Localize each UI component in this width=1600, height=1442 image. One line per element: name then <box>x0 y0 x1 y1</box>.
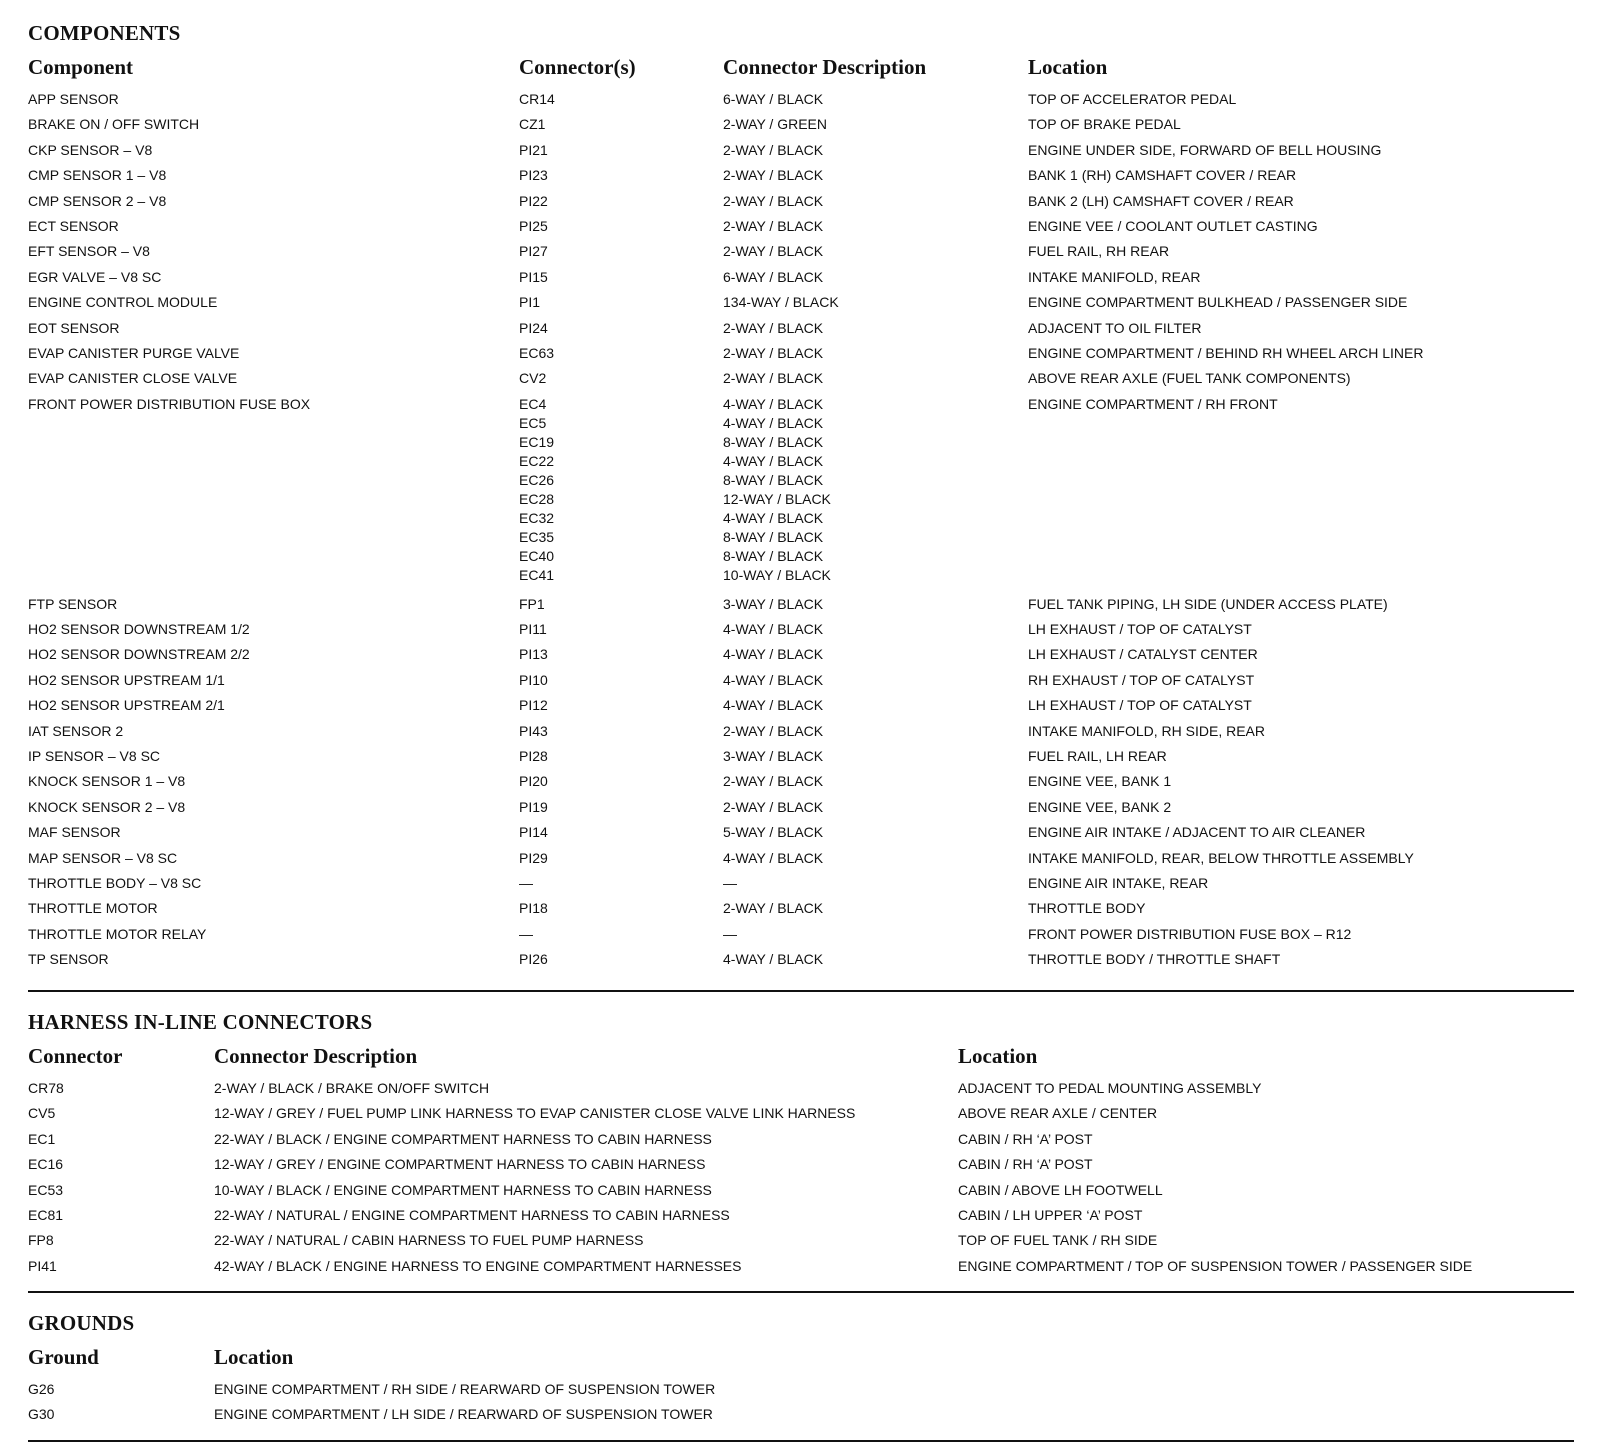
component-location: ENGINE COMPARTMENT / RH FRONT <box>1028 395 1278 412</box>
component-connectors <box>519 772 548 791</box>
component-location: THROTTLE BODY / THROTTLE SHAFT <box>1028 951 1281 968</box>
component-connector-descriptions <box>723 192 823 211</box>
component-connectors-item: CV2 <box>519 370 547 387</box>
component-name: KNOCK SENSOR 2 – V8 <box>28 798 186 815</box>
harness-description: 2-WAY / BLACK / BRAKE ON/OFF SWITCH <box>214 1080 490 1096</box>
component-connector-descriptions <box>723 369 823 388</box>
harness-connector: EC1 <box>28 1130 56 1147</box>
harness-table <box>28 1079 1574 1282</box>
component-connectors-item: PI10 <box>519 671 548 688</box>
harness-row <box>28 1231 1574 1256</box>
component-name: APP SENSOR <box>28 91 119 107</box>
header-harness-connector: Connector <box>28 1044 123 1068</box>
component-connectors <box>519 823 548 842</box>
component-row <box>28 242 1574 267</box>
component-location: ADJACENT TO OIL FILTER <box>1028 319 1202 336</box>
component-connector-descriptions-item: 4-WAY / BLACK <box>723 621 824 638</box>
component-connector-descriptions-item: 2-WAY / BLACK <box>723 773 824 790</box>
component-connectors-item: PI21 <box>519 141 548 158</box>
component-row <box>28 595 1574 620</box>
component-name: MAP SENSOR – V8 SC <box>28 849 178 866</box>
component-name: BRAKE ON / OFF SWITCH <box>28 116 200 133</box>
harness-row <box>28 1079 1574 1104</box>
component-connectors <box>519 141 548 160</box>
component-connector-descriptions <box>723 798 823 817</box>
component-connector-descriptions-item: 8-WAY / BLACK <box>723 433 824 450</box>
component-connector-descriptions <box>723 950 823 969</box>
harness-row <box>28 1130 1574 1155</box>
component-location: INTAKE MANIFOLD, RH SIDE, REAR <box>1028 722 1265 739</box>
grounds-table <box>28 1380 1574 1431</box>
component-connector-descriptions-item: 2-WAY / BLACK <box>723 243 824 260</box>
harness-description: 12-WAY / GREY / ENGINE COMPARTMENT HARNESS TO CABIN HARNESS <box>214 1156 706 1173</box>
component-row <box>28 747 1574 772</box>
component-connector-descriptions-item: 10-WAY / BLACK <box>723 566 831 583</box>
harness-connector: EC53 <box>28 1181 64 1198</box>
ground-row <box>28 1380 1574 1405</box>
component-connectors <box>519 268 548 287</box>
component-connector-descriptions-item: 4-WAY / BLACK <box>723 671 824 688</box>
harness-title: HARNESS IN-LINE CONNECTORS <box>28 1010 373 1034</box>
component-connector-descriptions-item: 4-WAY / BLACK <box>723 697 824 714</box>
component-row <box>28 899 1574 924</box>
component-connectors <box>519 747 548 766</box>
component-connectors <box>519 874 533 893</box>
component-connectors-item: PI25 <box>519 217 548 234</box>
component-connectors-item: PI23 <box>519 167 548 184</box>
component-connector-descriptions-item: 4-WAY / BLACK <box>723 414 824 431</box>
component-connectors <box>519 90 555 109</box>
component-connector-descriptions-item: 3-WAY / BLACK <box>723 748 824 765</box>
component-connectors <box>519 166 548 185</box>
component-connector-descriptions-item: 2-WAY / BLACK <box>723 900 824 917</box>
harness-connector: CR78 <box>28 1080 64 1096</box>
component-connectors-item: EC5 <box>519 414 547 431</box>
component-location: ENGINE COMPARTMENT / BEHIND RH WHEEL ARCH LINER <box>1028 344 1424 361</box>
component-connectors-item: EC28 <box>519 490 555 507</box>
component-location: ENGINE AIR INTAKE / ADJACENT TO AIR CLEANER <box>1028 824 1366 841</box>
component-location: TOP OF ACCELERATOR PEDAL <box>1028 91 1237 107</box>
component-connector-descriptions-item: 4-WAY / BLACK <box>723 395 824 412</box>
component-connectors <box>519 620 547 639</box>
header-location: Location <box>1028 55 1108 79</box>
component-connectors-item: PI13 <box>519 646 548 663</box>
component-connectors-item: PI27 <box>519 243 548 260</box>
component-connectors <box>519 849 548 868</box>
component-row <box>28 722 1574 747</box>
component-connectors-item: EC40 <box>519 547 555 564</box>
component-connectors-item: EC22 <box>519 452 555 469</box>
harness-row <box>28 1257 1574 1282</box>
component-location: THROTTLE BODY <box>1028 900 1146 917</box>
component-connectors <box>519 595 545 614</box>
component-row <box>28 696 1574 721</box>
component-location: ENGINE AIR INTAKE, REAR <box>1028 874 1209 891</box>
component-location: TOP OF BRAKE PEDAL <box>1028 116 1181 133</box>
component-connectors <box>519 192 548 211</box>
component-location: BANK 2 (LH) CAMSHAFT COVER / REAR <box>1028 192 1294 209</box>
component-row <box>28 90 1574 115</box>
component-row <box>28 115 1574 140</box>
component-connector-descriptions-item: 134-WAY / BLACK <box>723 294 839 311</box>
component-connector-descriptions-item: 2-WAY / BLACK <box>723 167 824 184</box>
component-connectors <box>519 925 533 944</box>
component-connectors-item: PI24 <box>519 319 548 336</box>
component-location: FRONT POWER DISTRIBUTION FUSE BOX – R12 <box>1028 925 1352 942</box>
component-name: EVAP CANISTER PURGE VALVE <box>28 344 240 361</box>
component-connector-descriptions <box>723 141 823 160</box>
component-location: ENGINE VEE, BANK 1 <box>1028 773 1172 790</box>
component-location: RH EXHAUST / TOP OF CATALYST <box>1028 671 1255 688</box>
component-connectors-item: PI11 <box>519 621 547 638</box>
divider-components <box>28 990 1574 992</box>
component-name: KNOCK SENSOR 1 – V8 <box>28 773 186 790</box>
component-name: EOT SENSOR <box>28 319 120 336</box>
divider-harness <box>28 1291 1574 1293</box>
component-connectors-item: PI1 <box>519 294 541 311</box>
ground-id: G30 <box>28 1406 55 1423</box>
component-row <box>28 319 1574 344</box>
component-connector-descriptions-item: 2-WAY / BLACK <box>723 370 824 387</box>
component-connectors <box>519 115 545 134</box>
component-name: FRONT POWER DISTRIBUTION FUSE BOX <box>28 395 311 412</box>
component-location: FUEL RAIL, RH REAR <box>1028 243 1170 260</box>
component-row <box>28 192 1574 217</box>
component-name: THROTTLE MOTOR <box>28 900 158 917</box>
component-row <box>28 217 1574 242</box>
harness-location: CABIN / ABOVE LH FOOTWELL <box>958 1181 1163 1198</box>
component-location: ENGINE VEE, BANK 2 <box>1028 798 1172 815</box>
component-connector-descriptions-item: 4-WAY / BLACK <box>723 452 824 469</box>
harness-connector: FP8 <box>28 1232 54 1249</box>
component-row <box>28 798 1574 823</box>
component-connectors <box>519 319 548 338</box>
component-connectors-item: EC32 <box>519 509 555 526</box>
component-connectors-item: EC4 <box>519 395 547 412</box>
component-connectors <box>519 242 548 261</box>
harness-row <box>28 1206 1574 1231</box>
component-location: FUEL TANK PIPING, LH SIDE (UNDER ACCESS PLATE) <box>1028 595 1388 612</box>
component-row <box>28 620 1574 645</box>
components-title: COMPONENTS <box>28 21 181 45</box>
component-connectors <box>519 696 548 715</box>
component-name: TP SENSOR <box>28 951 109 968</box>
component-connector-descriptions-item: 6-WAY / BLACK <box>723 91 824 107</box>
component-connector-descriptions-item: 8-WAY / BLACK <box>723 528 824 545</box>
component-name: EGR VALVE – V8 SC <box>28 268 162 285</box>
component-location: ENGINE UNDER SIDE, FORWARD OF BELL HOUSING <box>1028 141 1382 158</box>
component-connectors-item: CZ1 <box>519 116 546 133</box>
component-name: ENGINE CONTROL MODULE <box>28 294 218 311</box>
component-connector-descriptions-item: 4-WAY / BLACK <box>723 849 824 866</box>
component-row <box>28 166 1574 191</box>
harness-location: ABOVE REAR AXLE / CENTER <box>958 1105 1158 1122</box>
component-name: MAF SENSOR <box>28 824 121 841</box>
component-location: LH EXHAUST / CATALYST CENTER <box>1028 646 1258 663</box>
component-connector-descriptions <box>723 696 823 715</box>
component-connector-descriptions-item: 2-WAY / BLACK <box>723 722 824 739</box>
component-connectors-item: EC19 <box>519 433 555 450</box>
harness-connector: PI41 <box>28 1257 57 1274</box>
component-name: IP SENSOR – V8 SC <box>28 748 161 765</box>
component-name: EFT SENSOR – V8 <box>28 243 150 260</box>
component-row <box>28 849 1574 874</box>
ground-location: ENGINE COMPARTMENT / RH SIDE / REARWARD OF SUSPENSION TOWER <box>214 1381 716 1397</box>
component-connector-descriptions <box>723 268 823 287</box>
component-connector-descriptions <box>723 90 823 109</box>
component-connectors-item: EC63 <box>519 344 555 361</box>
component-connector-descriptions <box>723 620 823 639</box>
harness-connector: EC16 <box>28 1156 64 1173</box>
component-connectors-item: CR14 <box>519 91 555 107</box>
harness-description: 22-WAY / NATURAL / ENGINE COMPARTMENT HARNESS TO CABIN HARNESS <box>214 1206 730 1223</box>
harness-location: CABIN / RH ‘A’ POST <box>958 1130 1093 1147</box>
component-connector-descriptions-item: 2-WAY / BLACK <box>723 798 824 815</box>
component-connectors-item: — <box>519 874 533 891</box>
component-connector-descriptions <box>723 925 737 944</box>
component-connector-descriptions-item: 12-WAY / BLACK <box>723 490 831 507</box>
component-connector-descriptions-item: 4-WAY / BLACK <box>723 509 824 526</box>
component-connectors <box>519 217 548 236</box>
component-connector-descriptions-item: 8-WAY / BLACK <box>723 547 824 564</box>
component-row <box>28 268 1574 293</box>
component-connector-descriptions <box>723 344 823 363</box>
harness-connector: EC81 <box>28 1206 64 1223</box>
component-connector-descriptions <box>723 899 823 918</box>
component-connectors <box>519 798 548 817</box>
component-row <box>28 395 1574 595</box>
component-connector-descriptions <box>723 772 823 791</box>
component-connector-descriptions-item: 2-WAY / BLACK <box>723 344 824 361</box>
component-name: CMP SENSOR 2 – V8 <box>28 192 167 209</box>
harness-row <box>28 1155 1574 1180</box>
component-connector-descriptions <box>723 747 823 766</box>
component-connectors-item: EC26 <box>519 471 555 488</box>
component-connectors <box>519 645 548 664</box>
component-connector-descriptions-item: 2-WAY / BLACK <box>723 319 824 336</box>
component-connector-descriptions <box>723 849 823 868</box>
component-row <box>28 874 1574 899</box>
component-connector-descriptions <box>723 722 823 741</box>
component-connector-descriptions-item: 2-WAY / GREEN <box>723 116 827 133</box>
component-name: IAT SENSOR 2 <box>28 722 124 739</box>
component-connectors-item: PI20 <box>519 773 548 790</box>
component-row <box>28 344 1574 369</box>
harness-location: CABIN / LH UPPER ‘A’ POST <box>958 1206 1143 1223</box>
component-connector-descriptions <box>723 115 827 134</box>
component-row <box>28 293 1574 318</box>
component-connector-descriptions-item: — <box>723 925 737 942</box>
header-connectors: Connector(s) <box>519 55 636 79</box>
component-name: CKP SENSOR – V8 <box>28 141 153 158</box>
harness-description: 12-WAY / GREY / FUEL PUMP LINK HARNESS TO EVAP CANISTER CLOSE VALVE LINK HARNESS <box>214 1105 856 1122</box>
component-connectors <box>519 395 554 585</box>
component-name: THROTTLE MOTOR RELAY <box>28 925 207 942</box>
component-name: HO2 SENSOR UPSTREAM 2/1 <box>28 697 225 714</box>
component-connector-descriptions <box>723 293 839 312</box>
component-location: INTAKE MANIFOLD, REAR <box>1028 268 1201 285</box>
component-connector-descriptions <box>723 166 823 185</box>
header-connector-description: Connector Description <box>723 55 927 79</box>
harness-location: ADJACENT TO PEDAL MOUNTING ASSEMBLY <box>958 1080 1262 1096</box>
component-connectors-item: PI28 <box>519 748 548 765</box>
component-name: FTP SENSOR <box>28 595 118 612</box>
component-connectors <box>519 950 548 969</box>
component-name: ECT SENSOR <box>28 217 119 234</box>
component-connectors <box>519 293 540 312</box>
component-connectors <box>519 671 548 690</box>
harness-description: 10-WAY / BLACK / ENGINE COMPARTMENT HARNESS TO CABIN HARNESS <box>214 1181 712 1198</box>
component-connectors-item: PI22 <box>519 192 548 209</box>
component-connectors-item: EC35 <box>519 528 555 545</box>
component-name: HO2 SENSOR UPSTREAM 1/1 <box>28 671 225 688</box>
component-connectors-item: PI19 <box>519 798 548 815</box>
component-connectors <box>519 899 548 918</box>
harness-description: 22-WAY / NATURAL / CABIN HARNESS TO FUEL PUMP HARNESS <box>214 1232 644 1249</box>
component-location: ENGINE VEE / COOLANT OUTLET CASTING <box>1028 217 1318 234</box>
component-connector-descriptions <box>723 823 823 842</box>
component-connector-descriptions <box>723 645 823 664</box>
component-connectors <box>519 369 546 388</box>
component-name: HO2 SENSOR DOWNSTREAM 1/2 <box>28 621 250 638</box>
component-location: LH EXHAUST / TOP OF CATALYST <box>1028 697 1252 714</box>
component-connector-descriptions <box>723 671 823 690</box>
component-connector-descriptions-item: 3-WAY / BLACK <box>723 595 824 612</box>
header-harness-location: Location <box>958 1044 1038 1068</box>
header-component: Component <box>28 55 134 79</box>
component-row <box>28 925 1574 950</box>
harness-location: CABIN / RH ‘A’ POST <box>958 1156 1093 1173</box>
harness-description: 42-WAY / BLACK / ENGINE HARNESS TO ENGINE COMPARTMENT HARNESSES <box>214 1257 742 1274</box>
harness-location: ENGINE COMPARTMENT / TOP OF SUSPENSION TOWER / PASSENGER SIDE <box>958 1257 1473 1274</box>
component-row <box>28 772 1574 797</box>
component-connector-descriptions <box>723 395 831 585</box>
component-connector-descriptions-item: 4-WAY / BLACK <box>723 646 824 663</box>
component-row <box>28 823 1574 848</box>
component-connectors-item: PI12 <box>519 697 548 714</box>
component-name: EVAP CANISTER CLOSE VALVE <box>28 370 238 387</box>
component-connectors-item: PI43 <box>519 722 548 739</box>
component-connector-descriptions <box>723 217 823 236</box>
component-row <box>28 645 1574 670</box>
component-connectors-item: PI15 <box>519 268 548 285</box>
component-connector-descriptions <box>723 595 823 614</box>
component-location: BANK 1 (RH) CAMSHAFT COVER / REAR <box>1028 167 1297 184</box>
grounds-title: GROUNDS <box>28 1311 135 1335</box>
harness-row <box>28 1181 1574 1206</box>
component-connectors-item: PI26 <box>519 951 548 968</box>
component-connector-descriptions-item: — <box>723 874 737 891</box>
component-row <box>28 671 1574 696</box>
header-ground-location: Location <box>214 1345 294 1369</box>
header-ground: Ground <box>28 1345 99 1369</box>
component-connectors-item: EC41 <box>519 566 555 583</box>
component-connector-descriptions <box>723 874 737 893</box>
component-name: THROTTLE BODY – V8 SC <box>28 874 202 891</box>
component-connectors-item: — <box>519 925 533 942</box>
component-connector-descriptions-item: 8-WAY / BLACK <box>723 471 824 488</box>
harness-row <box>28 1104 1574 1129</box>
header-harness-description: Connector Description <box>214 1044 418 1068</box>
component-connector-descriptions-item: 2-WAY / BLACK <box>723 192 824 209</box>
component-connector-descriptions <box>723 319 823 338</box>
component-connectors-item: PI29 <box>519 849 548 866</box>
component-location: FUEL RAIL, LH REAR <box>1028 748 1167 765</box>
harness-description: 22-WAY / BLACK / ENGINE COMPARTMENT HARNESS TO CABIN HARNESS <box>214 1130 712 1147</box>
component-row <box>28 369 1574 394</box>
component-location: INTAKE MANIFOLD, REAR, BELOW THROTTLE ASSEMBLY <box>1028 849 1414 866</box>
component-connectors-item: FP1 <box>519 595 545 612</box>
component-connector-descriptions-item: 2-WAY / BLACK <box>723 141 824 158</box>
ground-id: G26 <box>28 1381 55 1397</box>
component-connector-descriptions-item: 6-WAY / BLACK <box>723 268 824 285</box>
component-connector-descriptions-item: 5-WAY / BLACK <box>723 824 824 841</box>
component-connectors-item: PI18 <box>519 900 548 917</box>
component-connector-descriptions-item: 4-WAY / BLACK <box>723 951 824 968</box>
component-location: ENGINE COMPARTMENT BULKHEAD / PASSENGER SIDE <box>1028 294 1408 311</box>
component-connectors <box>519 344 554 363</box>
component-location: LH EXHAUST / TOP OF CATALYST <box>1028 621 1252 638</box>
component-name: CMP SENSOR 1 – V8 <box>28 167 167 184</box>
ground-location: ENGINE COMPARTMENT / LH SIDE / REARWARD OF SUSPENSION TOWER <box>214 1406 713 1423</box>
component-connector-descriptions-item: 2-WAY / BLACK <box>723 217 824 234</box>
harness-connector: CV5 <box>28 1105 56 1122</box>
component-connector-descriptions <box>723 242 823 261</box>
component-row <box>28 950 1574 975</box>
harness-location: TOP OF FUEL TANK / RH SIDE <box>958 1232 1158 1249</box>
component-row <box>28 141 1574 166</box>
component-location: ABOVE REAR AXLE (FUEL TANK COMPONENTS) <box>1028 370 1351 387</box>
component-connectors-item: PI14 <box>519 824 548 841</box>
components-table <box>28 90 1574 976</box>
component-name: HO2 SENSOR DOWNSTREAM 2/2 <box>28 646 250 663</box>
ground-row <box>28 1405 1574 1430</box>
component-connectors <box>519 722 548 741</box>
